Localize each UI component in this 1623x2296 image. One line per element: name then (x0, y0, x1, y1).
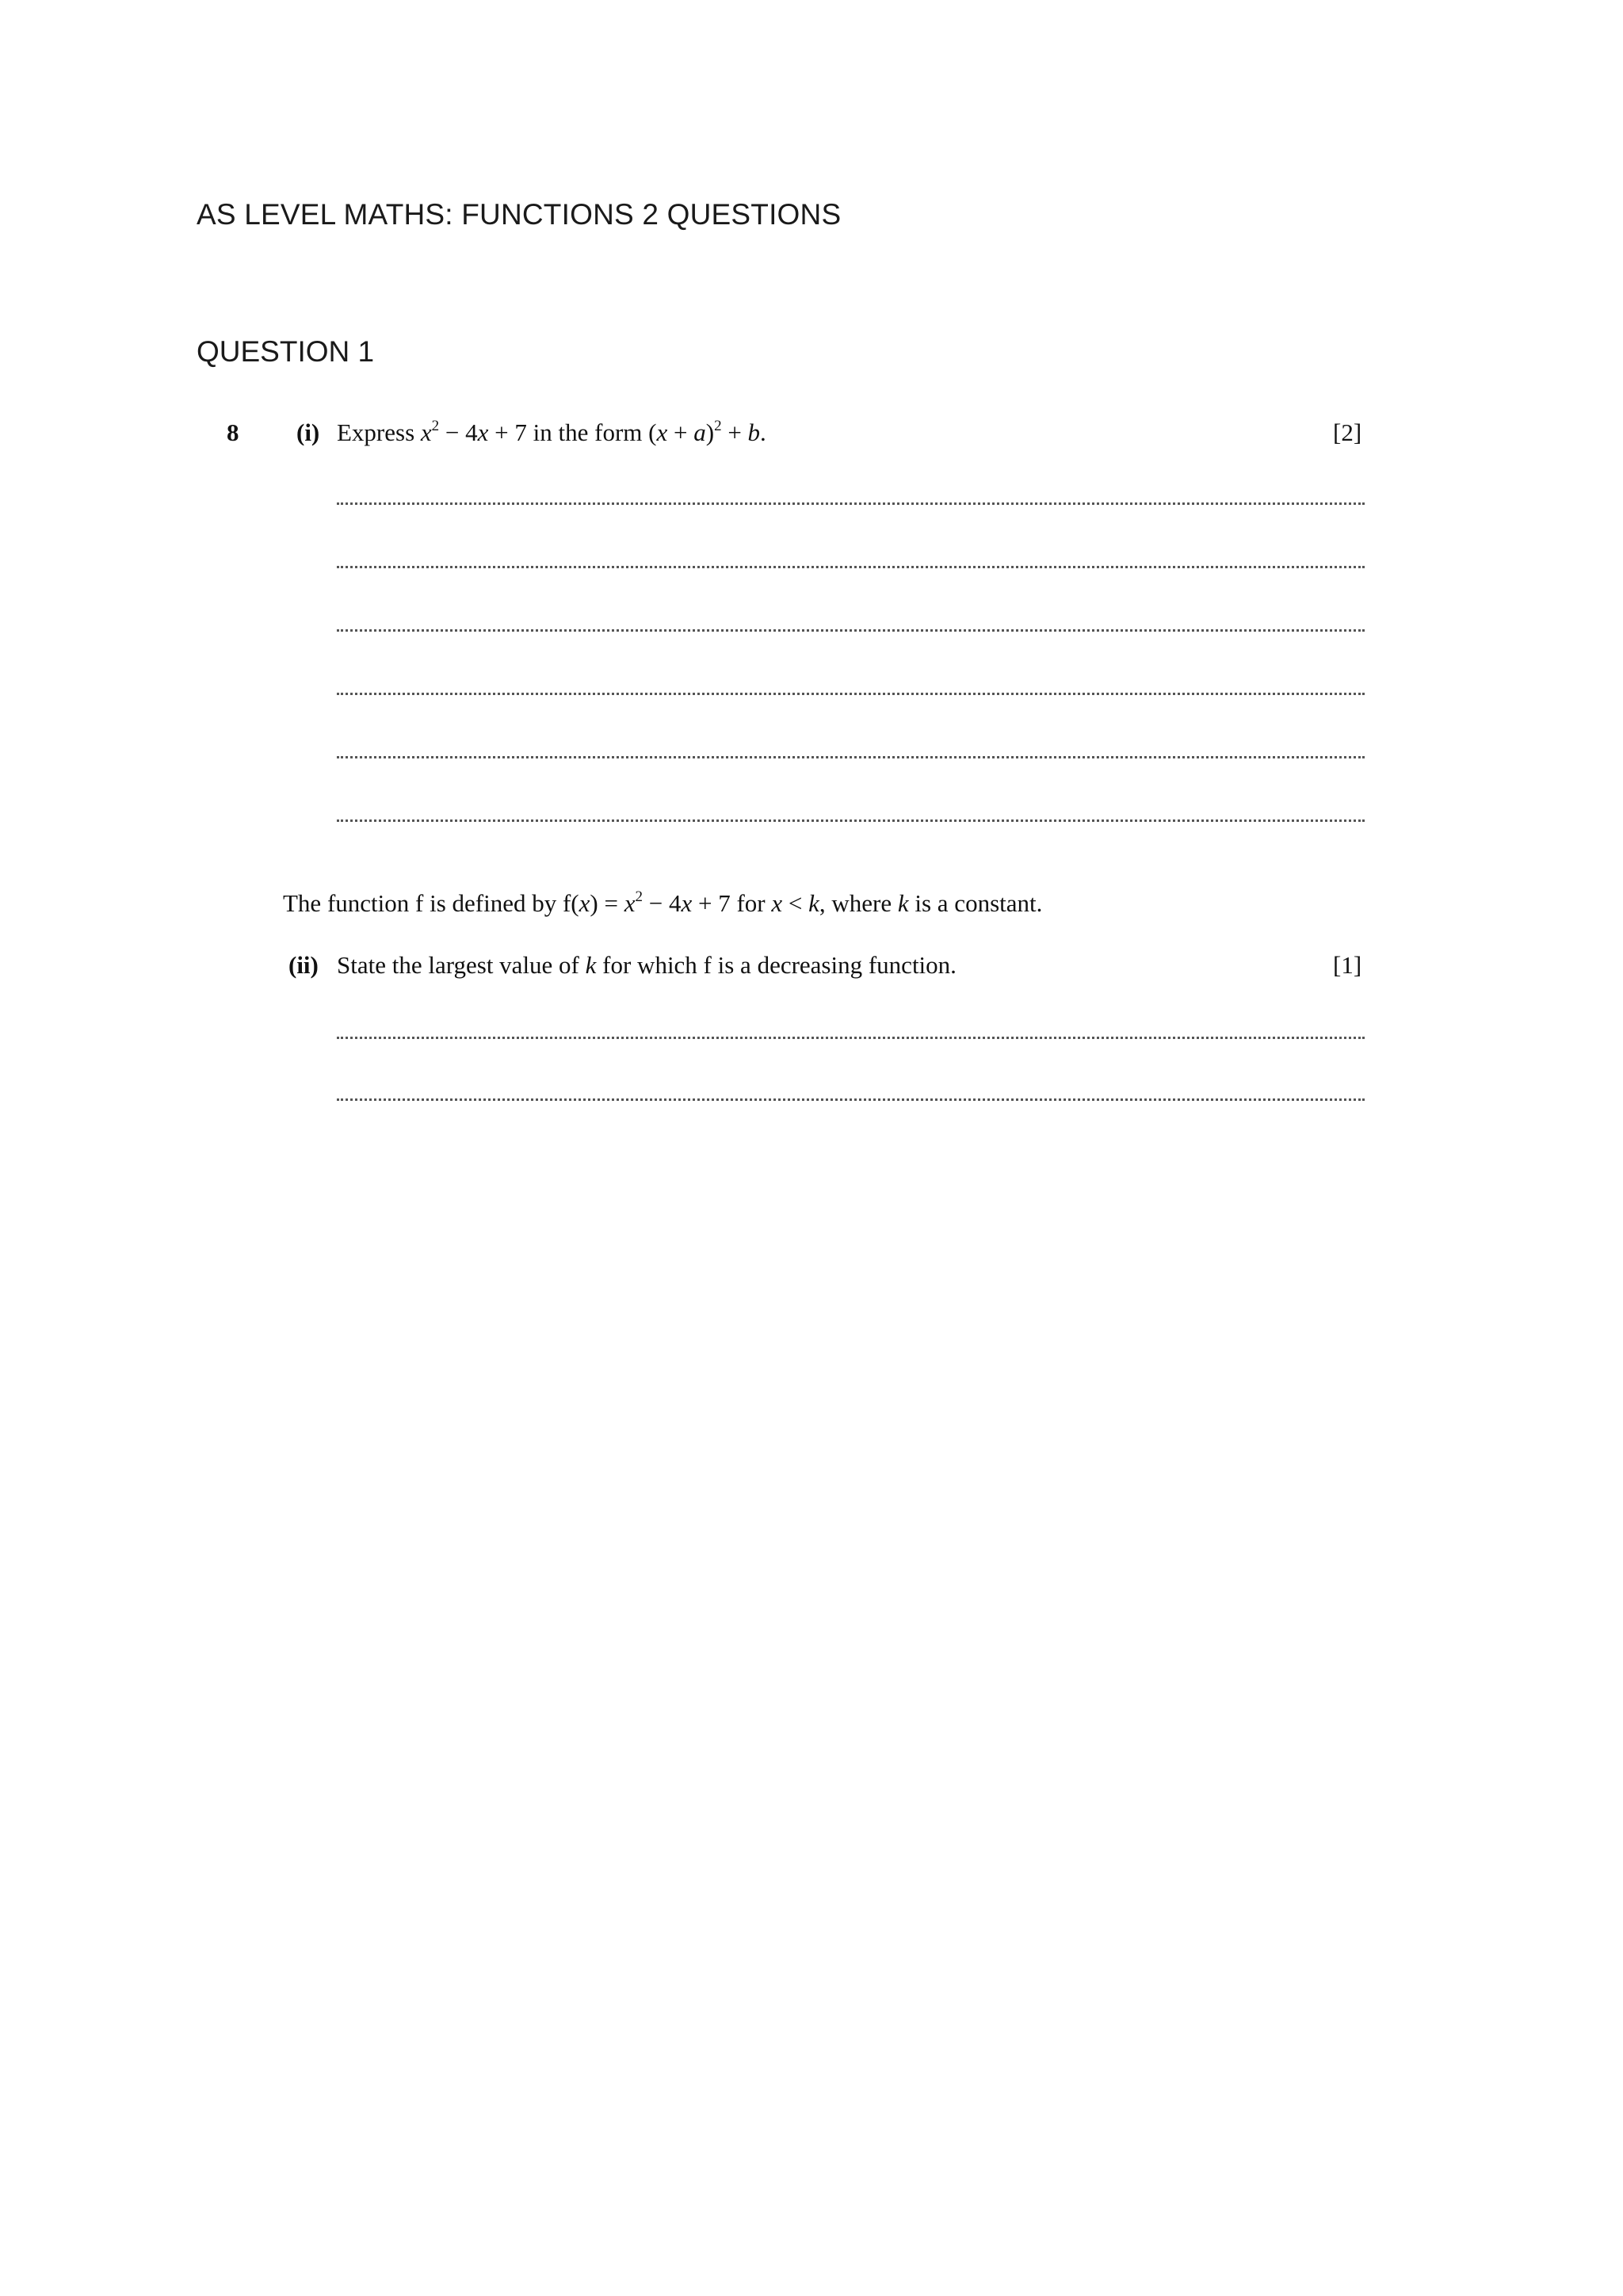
question-number: 8 (227, 418, 239, 446)
part-i-text-prefix: Express (337, 418, 421, 446)
part-i-marks: [2] (1333, 418, 1362, 446)
answer-line[interactable] (337, 566, 1365, 568)
question-heading: QUESTION 1 (197, 335, 375, 368)
part-ii-label: (ii) (288, 951, 319, 979)
answer-line[interactable] (337, 819, 1365, 822)
part-i-label: (i) (296, 418, 320, 446)
part-ii-text: State the largest value of k for which f is a decreasing function. (337, 951, 957, 979)
part-i-expression: $x^2 - 4x + 7$ in the form $(x + a)^2 + b$. (420, 418, 766, 446)
part-i-text (337, 420, 766, 445)
answer-line[interactable] (337, 756, 1365, 758)
answer-line[interactable] (337, 1037, 1365, 1039)
part-ii-marks: [1] (1333, 951, 1362, 979)
document-title: AS LEVEL MATHS: FUNCTIONS 2 QUESTIONS (197, 198, 842, 231)
answer-line[interactable] (337, 693, 1365, 695)
function-definition-text (283, 888, 1043, 917)
stem-text-prefix: The function f is defined by (283, 889, 563, 917)
answer-line[interactable] (337, 502, 1365, 505)
stem-expression: $f(x) = x^2 - 4x + 7$ for x < k, where k is a constant. (562, 888, 1043, 917)
answer-line[interactable] (337, 1098, 1365, 1101)
answer-line[interactable] (337, 629, 1365, 632)
